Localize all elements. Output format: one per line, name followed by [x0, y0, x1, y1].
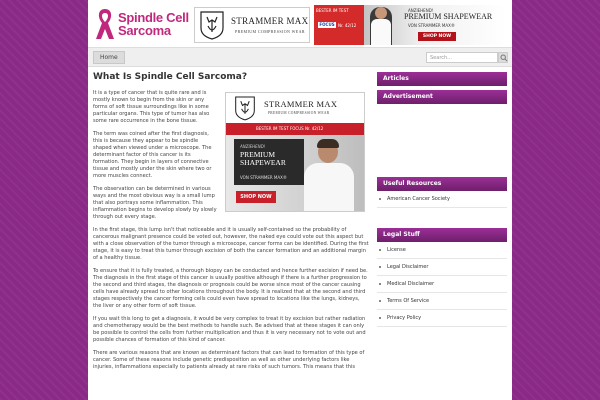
sidebar-item-privacy-policy[interactable] — [377, 310, 507, 327]
inline-ad-text-panel — [234, 139, 304, 185]
sidebar-item-medical-disclaimer[interactable] — [377, 276, 507, 293]
bullet-icon — [379, 283, 381, 285]
ad-model-head — [375, 7, 387, 19]
article-paragraph: To ensure that it is fully treated, a thorough biopsy can be conducted and hence further excision if need be. The diagnosis in the first stage of this cancer is usually positive although if there is a further progression to the second and third stages, the diagnosis or prognosis could be worse since most of the cancer causing cells have already spread to other locations throughout the body. It is realized that at the second and third stages respectively the cancer forming cells could even have spread to locations like the lungs, kidneys, the liver or any other form of soft tissue. — [93, 268, 368, 309]
bullet-icon — [379, 198, 381, 200]
search-icon — [500, 54, 508, 62]
ad-tagline: ANZIEHEND! — [408, 8, 434, 13]
article-paragraph: If you wait this long to get a diagnosis, it would be very complex to treat it by excision but rather radiation and chemotherapy would be the best methods to handle such. Be advised that at these stages it can only be possible to control the cells from further multiplication and thus it is very necessary not to vote out and possible chances of formation of this kind of cancer. — [93, 316, 366, 343]
article-paragraph: The observation can be determined in various ways and the most obvious way is a small lump that also portrays some inflammation. This inflammation begins to develop slowly by slowly through out every stage. — [93, 186, 217, 220]
header-ad-strammer[interactable] — [194, 7, 310, 43]
sidebar-item-legal-disclaimer[interactable] — [377, 259, 507, 276]
inline-ad-brand: VON STRAMMER MAX® — [240, 175, 287, 180]
legal-list — [377, 242, 507, 327]
widget-articles-title: Articles — [377, 72, 507, 86]
logo-text-line2: Sarcoma — [118, 23, 171, 38]
nav-home-link[interactable]: Home — [93, 51, 125, 64]
inline-ad-test-text: BESTER IM TEST FOCUS Nr. 42/12 — [256, 126, 324, 131]
sidebar-item-terms-of-service[interactable] — [377, 293, 507, 310]
ad-title: STRAMMER MAX — [231, 16, 309, 26]
inline-ad-test-strip — [226, 123, 365, 135]
search-input[interactable]: Search... — [426, 52, 498, 63]
ad-model-shirt — [304, 163, 354, 212]
widget-legal-title: Legal Stuff — [377, 228, 507, 242]
article-paragraph: There are various reasons that are known as determinant factors that can lead to formation of this type of cancer. Some of these reasons include genetic predisposition as well as other underlying factors like injuries, inflammations especially to patients already at rare risks of such tumors. This means that this — [93, 350, 365, 370]
inline-ad-header — [226, 93, 365, 123]
stag-emblem-icon — [199, 10, 225, 40]
ad-headline: PREMIUM SHAPEWEAR — [404, 12, 493, 21]
sidebar-item-label: American Cancer Society — [387, 196, 450, 202]
sidebar-item-label: Terms Of Service — [387, 298, 430, 304]
inline-ad-headline-1: PREMIUM — [240, 150, 276, 159]
widget-useful-resources-title: Useful Resources — [377, 177, 507, 191]
sidebar-item-label: Legal Disclaimer — [387, 264, 429, 270]
sidebar-item-american-cancer-society[interactable] — [377, 191, 507, 208]
stag-emblem-icon — [234, 95, 256, 121]
sidebar — [377, 72, 507, 327]
bullet-icon — [379, 249, 381, 251]
ad-model-hair — [317, 139, 339, 148]
inline-ad-subtitle: PREMIUM COMPRESSION WEAR — [268, 111, 330, 115]
article-paragraph: It is a type of cancer that is quite rare and is mostly known to begin from the skin or any forms of soft tissue surroundings like in some particular organs. This type of tumor has also some rare occurrence in the bone tissue. — [93, 90, 210, 124]
sidebar-item-label: License — [387, 247, 406, 253]
logo-text-line1: Spindle Cell — [118, 10, 189, 25]
inline-ad-photo — [226, 135, 365, 212]
ad-brand: VON STRAMMER MAX® — [408, 23, 455, 28]
main-nav — [88, 47, 512, 67]
search-button[interactable] — [498, 52, 508, 63]
ribbon-logo-icon — [94, 7, 116, 41]
article-paragraph: The term was coined after the first diagnosis, this is because they appear to be spindle shaped when viewed under a microscope. The determinant factor of this cancer is its formation. They begin in layers of connective tissue and mostly under the skin where two or more muscles connect. — [93, 131, 212, 179]
ad-test-panel — [314, 5, 364, 45]
page-container — [88, 0, 512, 400]
bullet-icon — [379, 300, 381, 302]
article-paragraph: In the first stage, this lump isn't that noticeable and it is usually self-contained so the probability of cancerous malignant presence could be voted out, however, the naked eye could vote out this aspect but with a close observation of the tumor through a microscope, cancer forms can be identified. During the first stage, it is easy to treat this tumor through excision of both the cancer formation and an additional margin of a healthy tissue. — [93, 227, 369, 261]
inline-ad-headline-2: SHAPEWEAR — [240, 158, 286, 167]
widget-advertisement-title: Advertisement — [377, 90, 507, 104]
ad-subtitle: PREMIUM COMPRESSION WEAR — [235, 29, 305, 34]
logo-text — [118, 11, 189, 37]
sidebar-item-license[interactable] — [377, 242, 507, 259]
ad-test-tag: BESTER IM TEST — [316, 8, 349, 13]
bullet-icon — [379, 317, 381, 319]
site-header — [88, 0, 512, 46]
sidebar-item-label: Privacy Policy — [387, 315, 422, 321]
inline-ad-shop-button[interactable]: SHOP NOW — [236, 191, 276, 203]
ad-model-shirt — [371, 19, 391, 45]
sidebar-item-label: Medical Disclaimer — [387, 281, 435, 287]
page-title: What Is Spindle Cell Sarcoma? — [93, 72, 248, 82]
header-ad-shapewear[interactable] — [314, 5, 506, 45]
main-content — [93, 70, 369, 400]
ad-shop-button[interactable]: SHOP NOW — [418, 32, 456, 41]
inline-ad-tagline: ANZIEHEND! — [240, 144, 266, 149]
inline-ad[interactable] — [225, 92, 365, 212]
site-logo[interactable] — [94, 7, 192, 41]
useful-resources-list — [377, 191, 507, 208]
inline-ad-title: STRAMMER MAX — [264, 99, 338, 109]
ad-issue-number: Nr. 42/12 — [338, 23, 357, 28]
ad-focus-badge: FOCUS — [319, 22, 335, 27]
bullet-icon — [379, 266, 381, 268]
inline-ad-headline — [240, 151, 286, 167]
advertisement-slot — [377, 104, 507, 177]
ad-photo-panel — [364, 5, 506, 45]
